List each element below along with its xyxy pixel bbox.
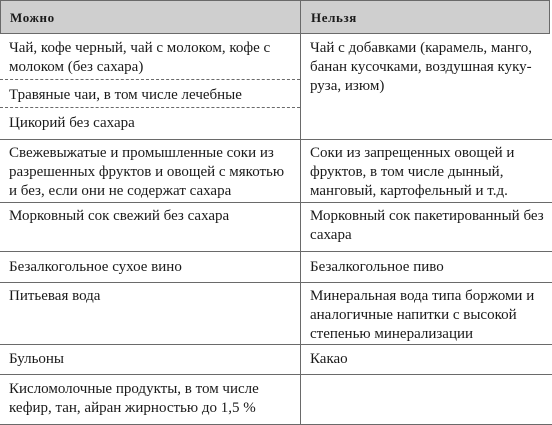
header-divider <box>300 0 301 34</box>
row-5-cannot: Минеральная вода типа боржоми и аналогичные напитки с высокой степенью минерализации <box>310 288 535 342</box>
row-5-can: Питьевая вода <box>9 288 101 304</box>
row-2-cannot: Соки из запрещенных овощей и фруктов, в том числе дынный, манговый, картофельный и т.д. <box>310 145 515 199</box>
row-4-bottom-border <box>0 282 552 283</box>
row-1-can-item-3: Цикорий без сахара <box>9 115 135 131</box>
row-6-cannot: Какао <box>310 351 348 367</box>
row-6-can: Бульоны <box>9 351 65 367</box>
row-3-can: Морковный сок свежий без сахара <box>9 208 230 224</box>
row-1-can-item-2: Травяные чаи, в том числе лечебные <box>9 87 242 103</box>
row-2-can: Свежевыжатые и промышленные соки из разрешенных фруктов и овощей с мякотью и без, если они не содержат сахара <box>9 145 285 199</box>
row-4-can: Безалкогольное сухое вино <box>9 259 182 275</box>
row-6-bottom-border <box>0 374 552 375</box>
column-divider <box>300 34 301 425</box>
row-1-bottom-border <box>0 139 552 140</box>
row-1-can-item-1: Чай, кофе черный, чай с молоком, кофе с молоком (без сахара) <box>9 40 271 75</box>
row-7-can: Кисломолочные продукты, в том числе кефир, тан, айран жирностью до 1,5 % <box>9 381 259 416</box>
row-5-bottom-border <box>0 344 552 345</box>
table-header <box>0 0 550 34</box>
row-1-cannot: Чай с добавками (карамель, манго, банан кусочками, воздушная куку-руза, изюм) <box>310 40 533 94</box>
row-1-dashed-separator-2 <box>0 107 300 108</box>
row-3-bottom-border <box>0 251 552 252</box>
header-can: Можно <box>10 10 55 25</box>
row-4-cannot: Безалкогольное пиво <box>310 259 444 275</box>
row-3-cannot: Морковный сок пакетированный без сахара <box>310 208 544 243</box>
row-1-dashed-separator-1 <box>0 79 300 80</box>
header-cannot: Нельзя <box>311 10 357 25</box>
row-2-bottom-border <box>0 202 552 203</box>
